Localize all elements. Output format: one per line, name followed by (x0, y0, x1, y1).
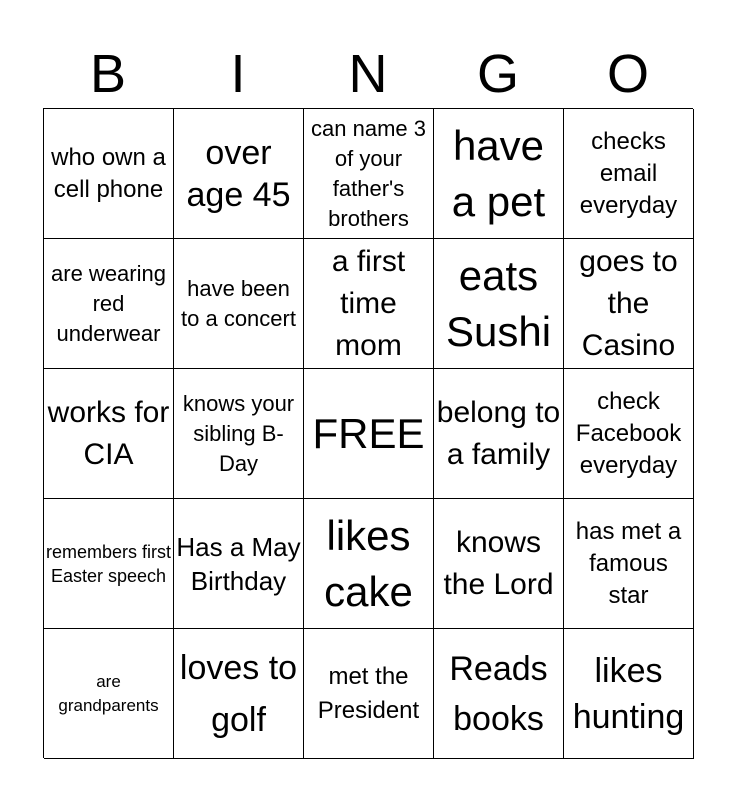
cell-text: a first time mom (331, 244, 406, 362)
bingo-cell[interactable] (564, 109, 694, 239)
bingo-header (43, 40, 693, 108)
cell-text: have been to a concert (181, 275, 296, 331)
cell-text: can name 3 of your father's brothers (311, 115, 426, 231)
header-letter-b: B (89, 44, 127, 104)
cell-text: who own a cell phone (51, 143, 166, 203)
cell-text: knows the Lord (443, 525, 554, 601)
cell-text: works for CIA (47, 395, 170, 471)
cell-text: goes to the Casino (579, 244, 678, 362)
bingo-cell[interactable] (44, 629, 174, 759)
bingo-cell[interactable] (434, 109, 564, 239)
bingo-cell[interactable] (174, 369, 304, 499)
bingo-cell[interactable] (304, 629, 434, 759)
bingo-cell[interactable] (304, 499, 434, 629)
bingo-cell[interactable] (434, 629, 564, 759)
cell-text: belong to a family (436, 395, 561, 471)
header-letter-i: I (230, 44, 246, 104)
bingo-cell[interactable] (304, 109, 434, 239)
bingo-cell[interactable] (434, 369, 564, 499)
cell-text: are grandparents (58, 671, 159, 715)
bingo-cell[interactable] (174, 629, 304, 759)
cell-text: Has a May Birthday (176, 531, 301, 596)
bingo-cell[interactable] (564, 629, 694, 759)
free-space-cell[interactable] (304, 369, 434, 499)
bingo-cell[interactable] (434, 239, 564, 369)
cell-text: are wearing red underwear (51, 260, 166, 346)
bingo-cell[interactable] (564, 499, 694, 629)
cell-text: have a pet (451, 121, 546, 225)
cell-text: met the President (317, 662, 420, 724)
cell-text: remembers first Easter speech (46, 541, 172, 586)
bingo-cell[interactable] (434, 499, 564, 629)
cell-text: checks email everyday (579, 127, 678, 219)
header-letter-g: G (476, 44, 519, 104)
bingo-cell[interactable] (174, 239, 304, 369)
bingo-card-grid (43, 108, 693, 758)
bingo-cell[interactable] (44, 239, 174, 369)
bingo-cell[interactable] (174, 109, 304, 239)
header-letter-o: O (606, 44, 649, 104)
cell-text: loves to golf (179, 648, 298, 739)
bingo-cell[interactable] (174, 499, 304, 629)
cell-text: likes cake (324, 511, 413, 615)
cell-text: has met a famous star (575, 517, 682, 609)
cell-text: Reads books (449, 649, 548, 738)
cell-text: over age 45 (186, 133, 291, 214)
cell-text: eats Sushi (445, 251, 552, 355)
bingo-cell[interactable] (304, 239, 434, 369)
cell-text: likes hunting (572, 651, 685, 736)
cell-text: knows your sibling B-Day (182, 390, 295, 476)
bingo-cell[interactable] (44, 369, 174, 499)
bingo-cell[interactable] (564, 369, 694, 499)
free-space-label: FREE (312, 409, 425, 457)
bingo-cell[interactable] (44, 499, 174, 629)
bingo-cell[interactable] (564, 239, 694, 369)
header-letter-n: N (348, 44, 388, 104)
cell-text: check Facebook everyday (575, 387, 682, 479)
bingo-cell[interactable] (44, 109, 174, 239)
